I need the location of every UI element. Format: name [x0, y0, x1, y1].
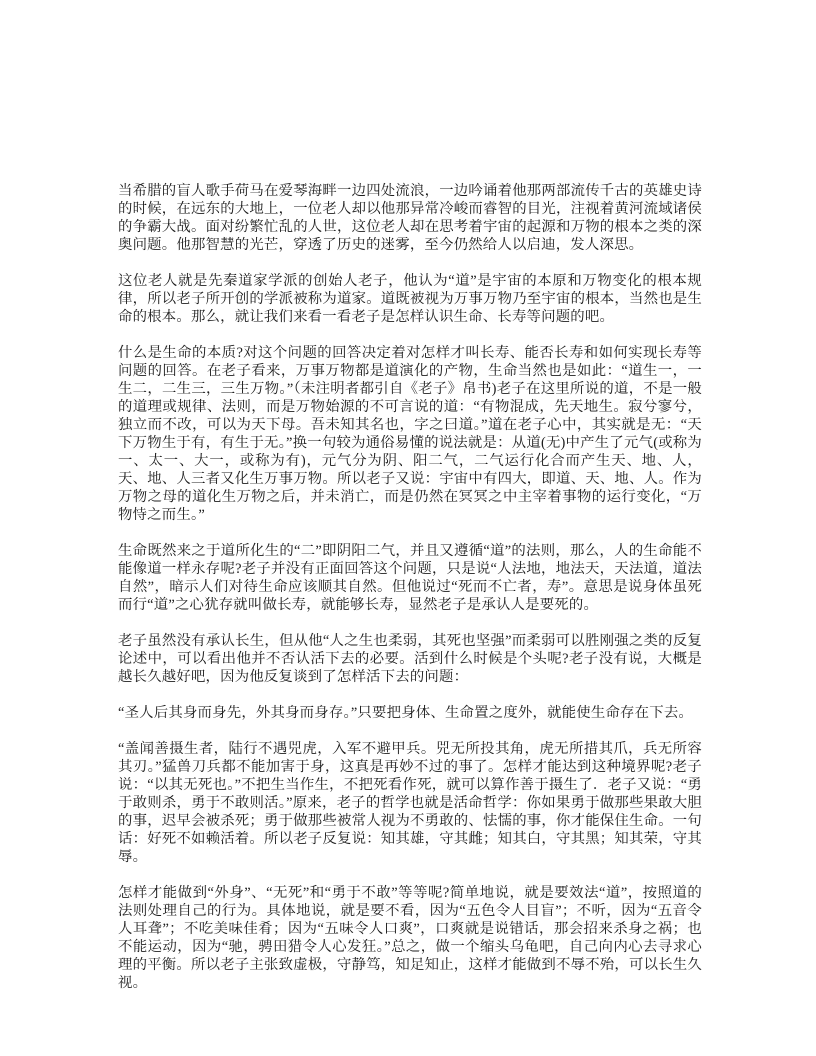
- paragraph: 生命既然来之于道所化生的“二”即阴阳二气，并且又遵循“道”的法则，那么，人的生命能不能像道一样永存呢?老子并没有正面回答这个问题，只是说“人法地，地法天，天法道，道法自然”，暗示人们对待生命应该顺其自然。但他说过“死而不亡者，寿”。意思是说身体虽死而行“道”之心犹存就叫做长寿，就能够长寿，显然老子是承认人是要死的。: [118, 543, 702, 613]
- paragraph: 当希腊的盲人歌手荷马在爱琴海畔一边四处流浪，一边吟诵着他那两部流传千古的英雄史诗的时候，在远东的大地上，一位老人却以他那异常冷峻而睿智的目光，注视着黄河流域诸侯的争霸大战。面对纷繁忙乱的人世，这位老人却在思考着宇宙的起源和万物的根本之类的深奥问题。他那智慧的光芒，穿透了历史的迷雾，至今仍然给人以启迪，发人深思。: [118, 183, 702, 253]
- article-body: [118, 182, 702, 992]
- paragraph: 什么是生命的本质?对这个问题的回答决定着对怎样才叫长寿、能否长寿和如何实现长寿等问题的回答。在老子看来，万事万物都是道演化的产物，生命当然也是如此：“道生一，一生二，二生三，三生万物。”（未注明者都引自《老子》帛书)老子在这里所说的道，不是一般的道理或规律、法则，而是万物始源的不可言说的道：“有物混成，先天地生。寂兮寥兮，独立而不改，可以为天下母。吾未知其名也，字之曰道。”道在老子心中，其实就是无：“天下万物生于有，有生于无。”换一句较为通俗易懂的说法就是：从道(无)中产生了元气(或称为一、太一、大一，或称为有)，元气分为阴、阳二气，二气运行化合而产生天、地、人，天、地、人三者又化生万事万物。所以老子又说：宇宙中有四大，即道、天、地、人。作为万物之母的道化生万物之后，并未消亡，而是仍然在冥冥之中主宰着事物的运行变化，“万物恃之而生。”: [118, 345, 702, 523]
- paragraph: 老子虽然没有承认长生，但从他“人之生也柔弱，其死也坚强”而柔弱可以胜刚强之类的反复论述中，可以看出他并不否认活下去的必要。活到什么时候是个头呢?老子没有说，大概是越长久越好吧，因为他反复谈到了怎样活下去的问题：: [118, 633, 702, 685]
- paragraph: “盖闻善摄生者，陆行不遇兕虎，入军不避甲兵。兕无所投其角，虎无所措其爪，兵无所容其刃。”猛兽刀兵都不能加害于身，这真是再妙不过的事了。怎样才能达到这种境界呢?老子说：“以其无死也。”不把生当作生，不把死看作死，就可以算作善于摄生了．老子又说：“勇于敢则杀，勇于不敢则活。”原来，老子的哲学也就是活命哲学：你如果勇于做那些果敢大胆的事，迟早会被杀死；勇于做那些被常人视为不勇敢的、怯懦的事，你才能保住生命。一句话：好死不如赖活着。所以老子反复说：知其雄，守其雌；知其白，守其黑；知其荣，守其辱。: [118, 741, 702, 865]
- paragraph: 这位老人就是先秦道家学派的创始人老子，他认为“道”是宇宙的本原和万物变化的根本规律，所以老子所开创的学派被称为道家。道既被视为万事万物乃至宇宙的根本，当然也是生命的根本。那么，就让我们来看一看老子是怎样认识生命、长寿等问题的吧。: [118, 273, 702, 325]
- paragraph: “圣人后其身而身先，外其身而身存。”只要把身体、生命置之度外，就能使生命存在下去。: [118, 705, 694, 721]
- paragraph: 怎样才能做到“外身”、“无死”和“勇于不敢”等等呢?简单地说，就是要效法“道”，按照道的法则处理自己的行为。具体地说，就是要不看，因为“五色令人目盲”；不听，因为“五音令人耳聋”；不吃美味佳肴；因为“五味令人口爽”，口爽就是说错话，那会招来杀身之祸；也不能运动，因为“驰，骋田猎令人心发狂。”总之，做一个缩头乌龟吧，自己向内心去寻求心理的平衡。所以老子主张致虚极，守静笃，知足知止，这样才能做到不辱不殆，可以长生久视。: [118, 885, 702, 991]
